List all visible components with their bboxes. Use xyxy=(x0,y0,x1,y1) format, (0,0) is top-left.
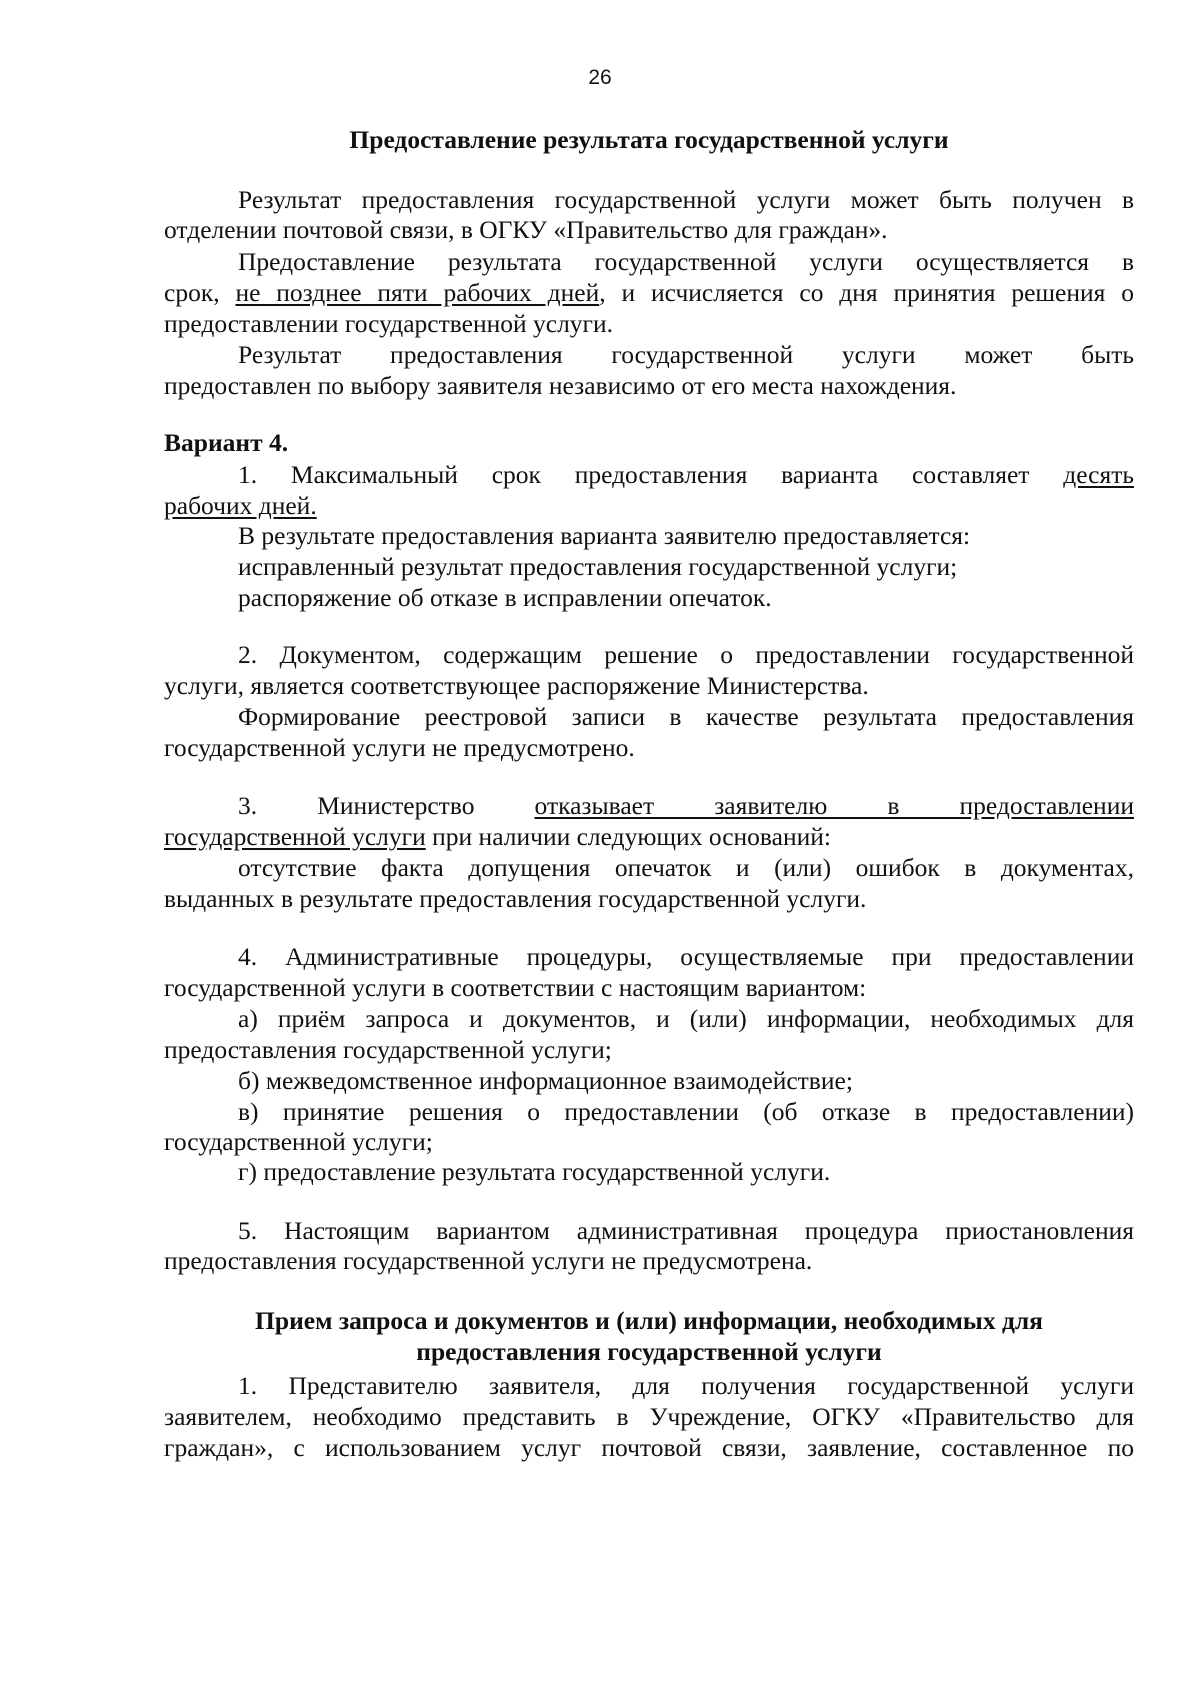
paragraph-line: Предоставление результата государственной услуги осуществляется в xyxy=(238,247,1134,276)
section-heading-result: Предоставление результата государственной услуги xyxy=(349,125,949,154)
list-item-line xyxy=(238,791,1134,821)
underlined-text: рабочих дней. xyxy=(164,491,317,520)
paragraph-line: граждан», с использованием услуг почтовой связи, заявление, составленное по xyxy=(164,1433,1134,1462)
paragraph-line xyxy=(164,278,1134,308)
variant-heading: Вариант 4. xyxy=(164,428,289,457)
list-item-line: услуги, является соответствующее распоряжение Министерства. xyxy=(164,671,869,700)
list-item-line: в) принятие решения о предоставлении (об отказе в предоставлении) xyxy=(238,1097,1134,1126)
list-item-line: В результате предоставления варианта заявителю предоставляется: xyxy=(238,521,971,550)
paragraph-line: заявителем, необходимо представить в Учреждение, ОГКУ «Правительство для xyxy=(164,1402,1134,1431)
page-number: 26 xyxy=(588,66,612,89)
text-span: срок, xyxy=(164,278,236,307)
list-item-line xyxy=(164,822,1134,852)
paragraph-line: предоставлении государственной услуги. xyxy=(164,309,614,338)
list-item-line: предоставления государственной услуги; xyxy=(164,1035,612,1064)
list-item-line: государственной услуги в соответствии с настоящим вариантом: xyxy=(164,973,867,1002)
list-item-line: выданных в результате предоставления государственной услуги. xyxy=(164,884,867,913)
text-span: , и исчисляется со дня принятия решения о xyxy=(599,278,1134,307)
list-item-line: Формирование реестровой записи в качестве результата предоставления xyxy=(238,702,1134,731)
list-item-line: государственной услуги; xyxy=(164,1127,433,1156)
list-item-line: предоставления государственной услуги не предусмотрена. xyxy=(164,1246,813,1275)
underlined-text: государственной услуги xyxy=(164,822,426,851)
list-item-line: отсутствие факта допущения опечаток и (или) ошибок в документах, xyxy=(238,853,1134,882)
paragraph-line: отделении почтовой связи, в ОГКУ «Правительство для граждан». xyxy=(164,215,888,244)
section-heading-request: Прием запроса и документов и (или) информации, необходимых для xyxy=(255,1306,1043,1335)
section-heading-request: предоставления государственной услуги xyxy=(416,1337,882,1366)
paragraph-line: Результат предоставления государственной услуги может быть получен в xyxy=(238,185,1134,214)
list-item-line: а) приём запроса и документов, и (или) информации, необходимых для xyxy=(238,1004,1134,1033)
text-span: 1. Максимальный срок предоставления варианта составляет xyxy=(238,460,1064,489)
underlined-text: отказывает заявителю в предоставлении xyxy=(534,791,1134,820)
paragraph-line: 1. Представителю заявителя, для получения государственной услуги xyxy=(238,1371,1134,1400)
paragraph-line: Результат предоставления государственной услуги может быть xyxy=(238,340,1134,369)
list-item-line: 2. Документом, содержащим решение о предоставлении государственной xyxy=(238,640,1134,669)
list-item-line: государственной услуги не предусмотрено. xyxy=(164,733,635,762)
list-item-line: г) предоставление результата государственной услуги. xyxy=(238,1157,831,1186)
underlined-text: не позднее пяти рабочих дней xyxy=(235,278,600,307)
text-span: при наличии следующих оснований: xyxy=(425,822,831,851)
list-item-line: распоряжение об отказе в исправлении опечаток. xyxy=(238,583,772,612)
paragraph-line: предоставлен по выбору заявителя независимо от его места нахождения. xyxy=(164,371,957,400)
underlined-text: десять xyxy=(1063,460,1134,489)
list-item-line xyxy=(164,491,1134,521)
list-item-line: 5. Настоящим вариантом административная процедура приостановления xyxy=(238,1216,1134,1245)
list-item-line: 4. Административные процедуры, осуществляемые при предоставлении xyxy=(238,942,1134,971)
list-item-line: б) межведомственное информационное взаимодействие; xyxy=(238,1066,853,1095)
list-item-line xyxy=(238,460,1134,490)
text-span: 3. Министерство xyxy=(238,791,535,820)
list-item-line: исправленный результат предоставления государственной услуги; xyxy=(238,552,958,581)
